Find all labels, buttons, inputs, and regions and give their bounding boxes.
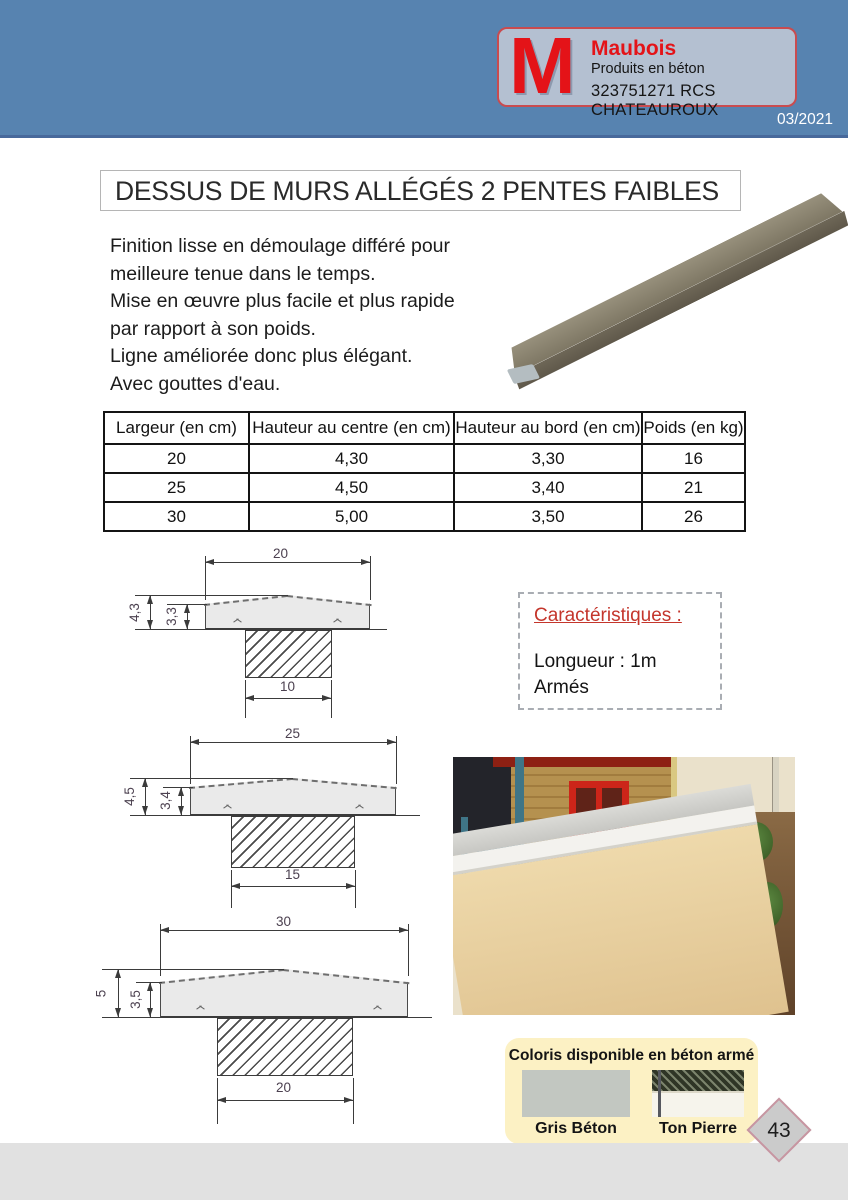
dim-line [150, 982, 151, 1017]
extension-line [396, 736, 397, 784]
dim-label: 5 [93, 989, 109, 998]
plank-top-face [503, 188, 842, 375]
swatch-gris-beton [522, 1070, 630, 1117]
column-header: Poids (en kg) [642, 412, 745, 444]
extension-line [130, 778, 293, 779]
dim-line [118, 969, 119, 1017]
drip-groove-mark [373, 1007, 382, 1012]
wall-section [231, 816, 355, 868]
page-title: DESSUS DE MURS ALLÉGÉS 2 PENTES FAIBLES [100, 170, 741, 211]
table-cell: 5,00 [249, 502, 454, 531]
product-photo [495, 183, 848, 398]
dim-label: 30 [276, 914, 292, 929]
wall-section [245, 630, 332, 678]
dim-line [245, 698, 331, 699]
table-row [104, 473, 745, 502]
dim-label: 4,5 [121, 787, 137, 806]
colors-available-box [505, 1038, 758, 1144]
extension-line [135, 595, 288, 596]
fence-post [658, 1070, 661, 1117]
table-cell: 3,30 [454, 444, 642, 473]
extension-line [408, 924, 409, 976]
table-cell: 25 [104, 473, 249, 502]
dim-label: 20 [273, 546, 289, 561]
characteristics-line: Armés [534, 677, 589, 698]
drip-groove-mark [333, 620, 342, 625]
table-cell: 16 [642, 444, 745, 473]
table-cell: 3,40 [454, 473, 642, 502]
extension-line [353, 1078, 354, 1124]
extension-line [102, 969, 284, 970]
product-description [110, 233, 455, 398]
description-line: Mise en œuvre plus facile et plus rapide [110, 290, 455, 312]
dim-label: 10 [280, 679, 296, 694]
description-line: Ligne améliorée donc plus élégant. [110, 345, 413, 367]
table-cell: 4,30 [249, 444, 454, 473]
column-header: Largeur (en cm) [104, 412, 249, 444]
header-band [0, 0, 848, 138]
table-cell: 20 [104, 444, 249, 473]
dim-label: 4,3 [126, 603, 142, 622]
brand-subtitle: Produits en béton [591, 61, 705, 77]
swatch-label: Ton Pierre [659, 1120, 737, 1137]
swatch-ton-pierre [652, 1070, 744, 1117]
dim-line [181, 787, 182, 815]
dim-line [145, 778, 146, 815]
characteristics-box [518, 592, 722, 710]
dim-line [187, 604, 188, 629]
extension-line [355, 870, 356, 908]
dim-line [190, 742, 396, 743]
table-header-row [104, 412, 745, 444]
swatch-label: Gris Béton [535, 1120, 617, 1137]
colors-box-title: Coloris disponible en béton armé [508, 1047, 755, 1064]
table-row [104, 444, 745, 473]
extension-line [231, 870, 232, 908]
characteristics-title: Caractéristiques : [534, 605, 682, 626]
dim-label: 3,4 [157, 791, 173, 810]
table-cell: 26 [642, 502, 745, 531]
table-cell: 3,50 [454, 502, 642, 531]
plank-front-face [511, 211, 848, 390]
concrete-plank-illustration [500, 187, 848, 394]
dim-line [150, 595, 151, 629]
dim-label: 3,3 [163, 607, 179, 626]
dim-line [205, 562, 370, 563]
description-line: par rapport à son poids. [110, 317, 316, 340]
extension-line [370, 556, 371, 600]
drip-groove-mark [355, 806, 364, 811]
cross-section-diagram-25 [105, 726, 450, 908]
installation-photo [453, 757, 795, 1015]
column-header: Hauteur au bord (en cm) [454, 412, 642, 444]
spec-table [103, 411, 746, 532]
table-cell: 30 [104, 502, 249, 531]
dim-line [160, 930, 408, 931]
description-line: Finition lisse en démoulage différé pour [110, 235, 451, 257]
stone-cap [652, 1091, 744, 1117]
table-row [104, 502, 745, 531]
page-number: 43 [767, 1119, 791, 1142]
cross-section-diagram-30 [88, 912, 468, 1127]
footer-band [0, 1143, 848, 1200]
drip-groove-mark [223, 806, 232, 811]
brand-name: Maubois [591, 37, 677, 60]
edition-date: 03/2021 [776, 111, 833, 128]
dim-label: 20 [276, 1080, 292, 1095]
characteristics-line: Longueur : 1m [534, 651, 657, 672]
extension-line [331, 680, 332, 718]
table-cell: 21 [642, 473, 745, 502]
company-logo-box [497, 21, 797, 119]
column-header: Hauteur au centre (en cm) [249, 412, 454, 444]
cross-section-diagram-20 [105, 548, 440, 720]
fence-mesh [652, 1070, 744, 1091]
extension-line [190, 736, 191, 784]
dim-label: 3,5 [127, 990, 143, 1009]
drip-groove-mark [196, 1007, 205, 1012]
extension-line [205, 556, 206, 600]
description-line: meilleure tenue dans le temps. [110, 262, 376, 285]
drip-groove-mark [233, 620, 242, 625]
dim-label: 25 [285, 726, 301, 741]
brand-m-icon: M [509, 21, 576, 110]
dim-line [217, 1100, 353, 1101]
dim-label: 15 [285, 867, 301, 882]
dim-line [231, 886, 355, 887]
table-cell: 4,50 [249, 473, 454, 502]
wall-section [217, 1018, 353, 1076]
characteristics-lines [534, 649, 720, 701]
brand-rcs-number: 323751271 RCS CHATEAUROUX [591, 82, 719, 119]
description-line: Avec gouttes d'eau. [110, 372, 281, 395]
